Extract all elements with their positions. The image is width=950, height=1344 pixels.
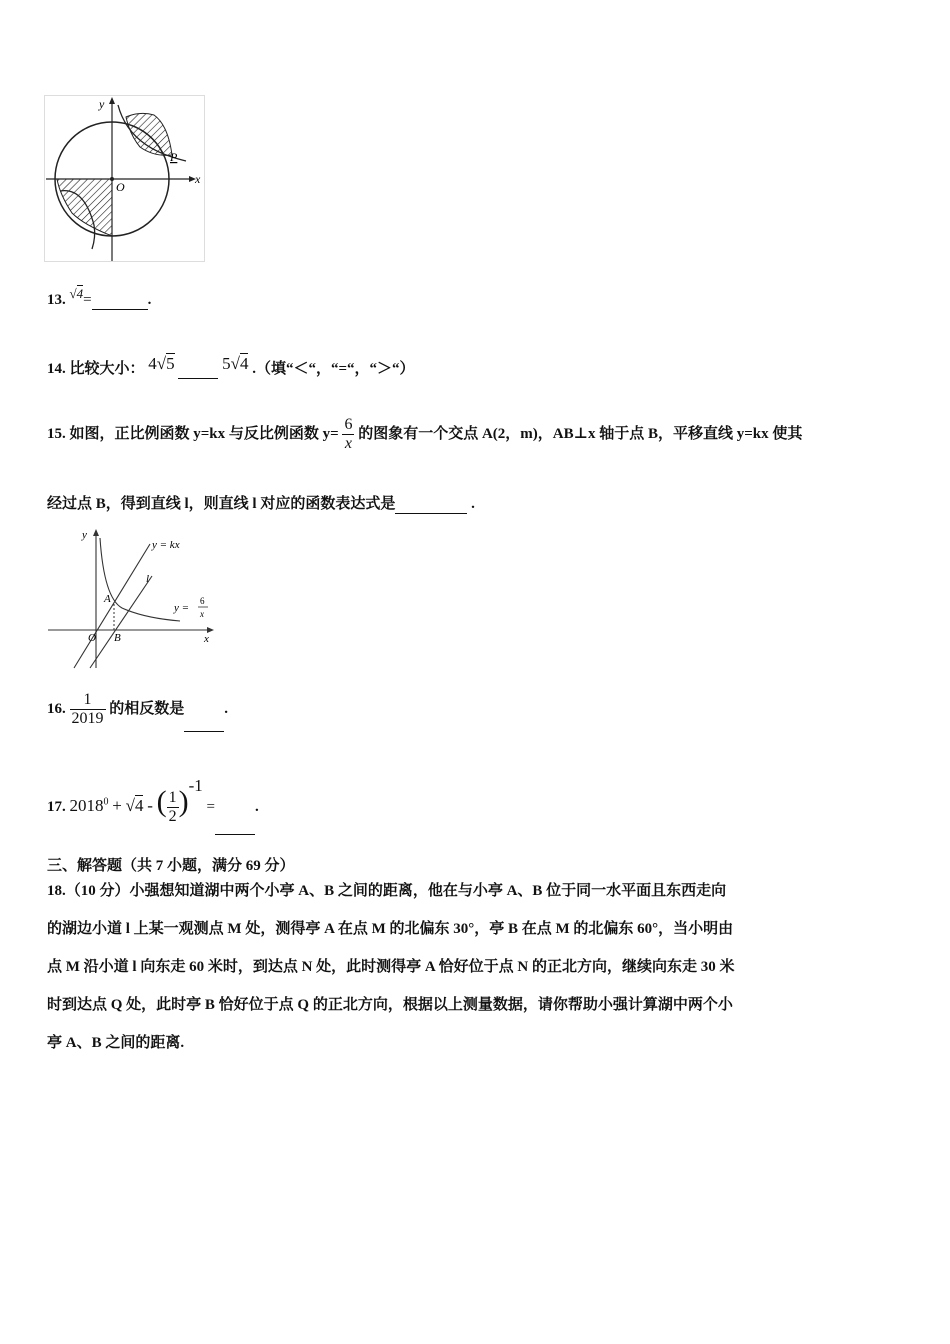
six-label: 6 <box>200 596 205 606</box>
y-label: y <box>99 97 105 111</box>
question-14-hint: .（填“＜“，“=“，“＞“） <box>252 361 415 377</box>
answer-blank-14[interactable] <box>178 362 218 379</box>
x-label: x <box>204 633 209 645</box>
ykx-label: y = kx <box>152 539 180 551</box>
question-18-line1: 18.（10 分）小强想知道湖中两个小亭 A、B 之间的距离，他在与小亭 A、B 位于同一水平面且东西走向 <box>47 883 727 899</box>
question-18-line2: 的湖边小道 l 上某一观测点 M 处，测得亭 A 在点 M 的北偏东 30°，亭 B 在点 M 的北偏东 60°，当小明由 <box>47 921 734 937</box>
question-18-line4: 时到达点 Q 处，此时亭 B 恰好位于点 Q 的正北方向，根据以上测量数据，请你帮助小强计算湖中两个小 <box>47 997 733 1013</box>
fraction-6-over-x: $\frac{6}{x}$ <box>344 416 353 453</box>
xden-label: x <box>200 609 204 619</box>
question-16-text: 的相反数是 <box>109 701 185 717</box>
question-15-text-a: 如图，正比例函数 y=kx 与反比例函数 y= <box>69 426 339 442</box>
a-label: A <box>104 593 111 605</box>
expr-5sqrt4: 5√4 <box>222 354 249 373</box>
fraction-1-over-2: $\frac{1}{2}$ <box>168 789 177 826</box>
o-label: O <box>116 180 125 194</box>
question-15-text-b: 的图象有一个交点 A(2，m)，AB⊥x 轴于点 B，平移直线 y=kx 使其 <box>358 426 803 442</box>
question-13-number: 13. <box>47 292 66 308</box>
shaded-region-upper <box>126 113 172 155</box>
line-l <box>90 576 152 668</box>
paren-half-pow-neg1: ( <box>156 785 167 818</box>
answer-blank-13[interactable] <box>92 293 148 310</box>
question-14 <box>47 354 415 379</box>
function-graph-figure <box>44 526 220 670</box>
answer-blank-17[interactable] <box>215 818 255 835</box>
question-17: 17. 2018$^0$ + √4 - ( $\frac{1}{2}$ )$^{-1}$ = . <box>47 772 259 835</box>
question-18-line3: 点 M 沿小道 l 向东走 60 米时，到达点 N 处，此时测得亭 A 恰好位于点 N 的正北方向，继续向东走 30 米 <box>47 959 735 975</box>
p-label: P <box>170 150 178 164</box>
question-13: 13. √4= . <box>47 286 152 308</box>
expr-2018-pow-0: 2018$^0$ <box>69 796 109 815</box>
equals-sign: = <box>83 292 92 308</box>
circle-figure <box>44 95 206 263</box>
expr-4sqrt5: 4√5 <box>148 354 175 373</box>
yfrac-label: y = <box>174 602 190 614</box>
sqrt-4: √4 <box>69 286 84 301</box>
b-label: B <box>114 632 121 644</box>
shaded-region-lower <box>57 179 112 236</box>
question-14-lead: 比较大小： <box>69 361 145 377</box>
question-15-number: 15. <box>47 426 66 442</box>
question-17-number: 17. <box>47 799 66 815</box>
question-18-line5: 亭 A、B 之间的距离. <box>47 1035 185 1051</box>
equals-sign: = <box>206 799 215 815</box>
answer-blank-15[interactable] <box>395 497 467 514</box>
section-title: 三、解答题（共 7 小题，满分 69 分） <box>47 858 295 874</box>
question-14-number: 14. <box>47 361 66 377</box>
question-15-line2: 经过点 B，得到直线 l，则直线 l 对应的函数表达式是 . <box>47 496 475 512</box>
sqrt-4: √4 <box>125 796 144 815</box>
o-label: O <box>88 632 96 644</box>
l-label: l <box>146 573 150 585</box>
question-16-number: 16. <box>47 701 66 717</box>
question-16: 16. $\frac{1}{2019}$ 的相反数是 . <box>47 686 228 732</box>
answer-blank-16[interactable] <box>184 715 224 732</box>
x-label: x <box>195 172 201 186</box>
question-15-line1 <box>47 405 802 463</box>
fraction-1-over-2019: $\frac{1}{2019}$ <box>71 691 104 728</box>
y-label: y <box>82 529 87 541</box>
line-y-kx <box>74 544 150 668</box>
